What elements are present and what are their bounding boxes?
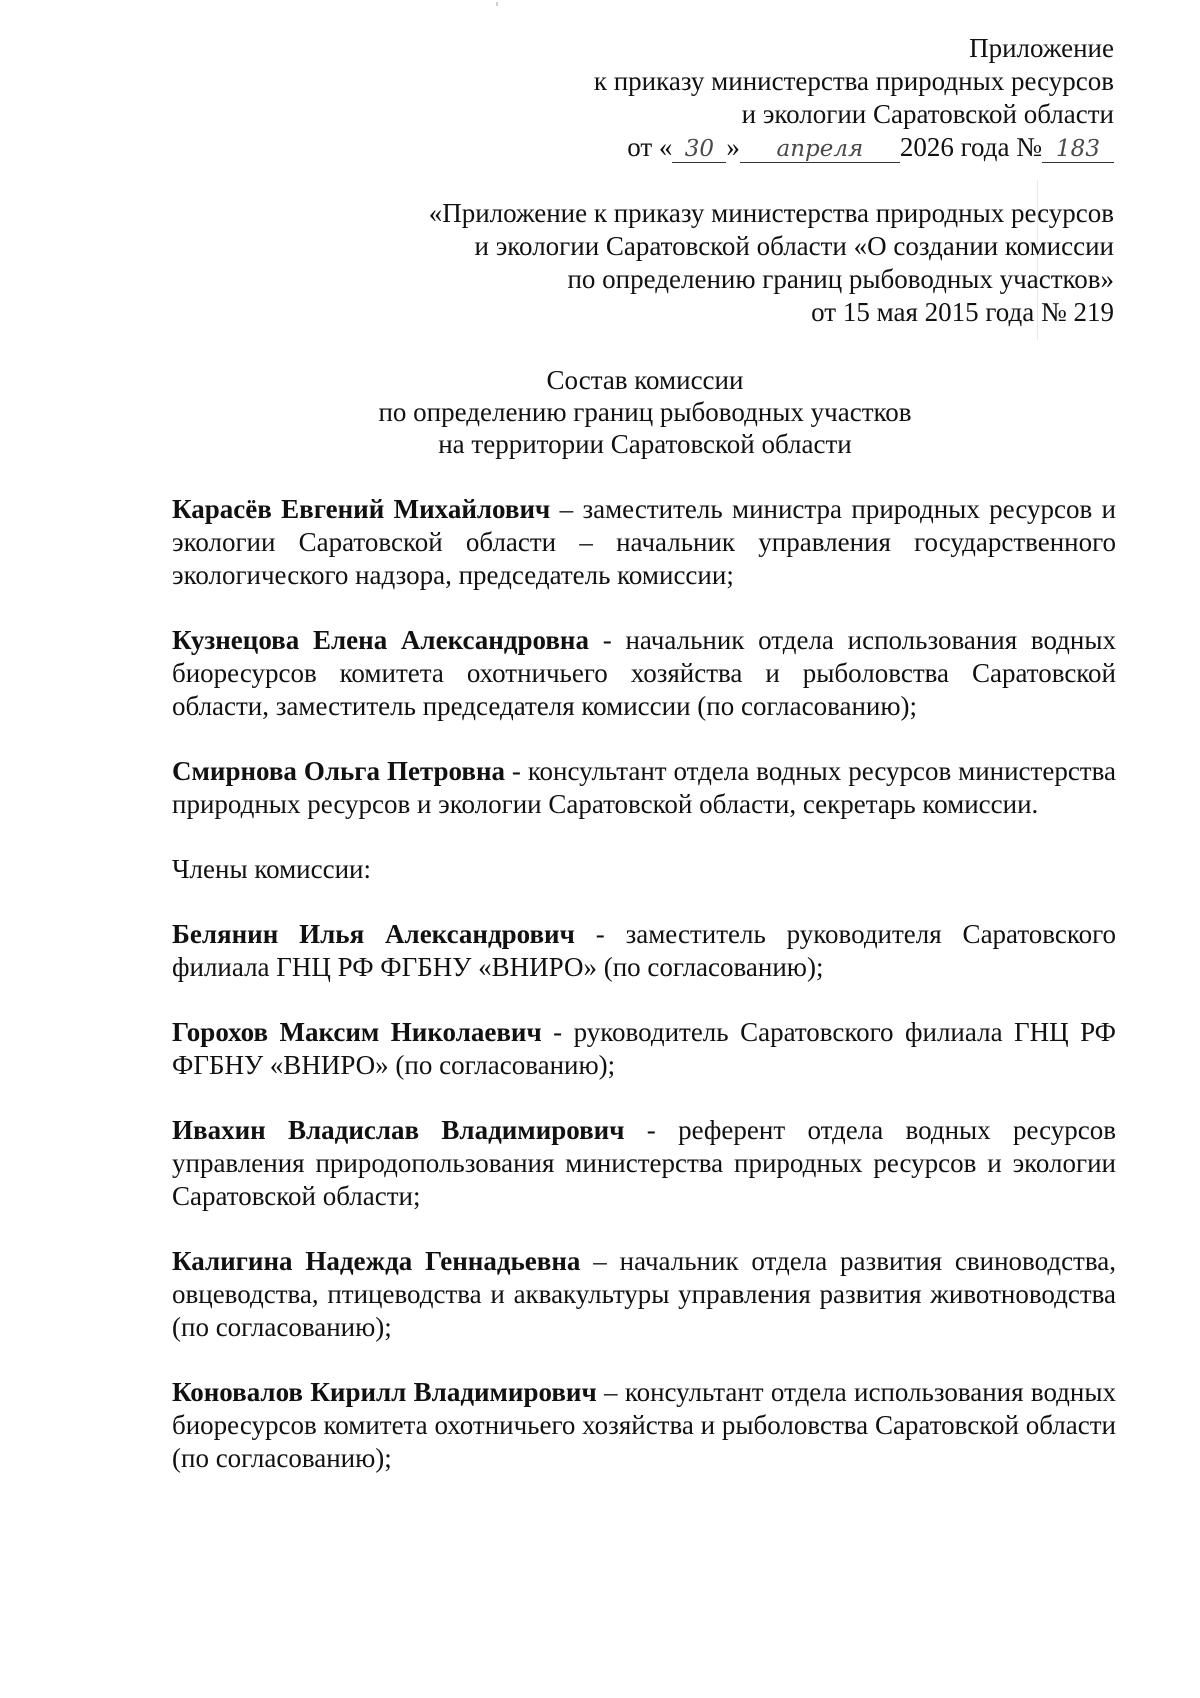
member-role: - заместитель руководителя Саратовского филиала ГНЦ РФ ФГБНУ «ВНИРО» (по согласованию);	[172, 919, 1117, 982]
member-name: Горохов Максим Николаевич	[172, 1017, 542, 1047]
member-role: - начальник отдела использования водных биоресурсов комитета охотничьего хозяйства и рыболовства Саратовской области, заместитель председателя комиссии (по согласованию);	[172, 625, 1117, 721]
title-line: на территории Саратовской области	[438, 429, 852, 459]
member-role: - руководитель Саратовского филиала ГНЦ РФ ФГБНУ «ВНИРО» (по согласованию);	[172, 1017, 1117, 1080]
title-line: Состав комиссии	[546, 365, 744, 395]
previous-order-line: и экологии Саратовской области «О создании комиссии	[474, 231, 1114, 261]
order-date-line	[594, 131, 1114, 164]
member-name: Карасёв Евгений Михайлович	[172, 494, 551, 524]
appendix-line: и экологии Саратовской области	[741, 99, 1114, 129]
previous-order-reference	[429, 197, 1114, 329]
previous-order-line: по определению границ рыбоводных участков»	[567, 264, 1114, 294]
commission-entry	[172, 1114, 1116, 1213]
commission-entry	[172, 755, 1116, 821]
members-label: Члены комиссии:	[172, 854, 371, 884]
member-name: Коновалов Кирилл Владимирович	[172, 1377, 597, 1407]
date-year-text: 2026 года №	[899, 132, 1042, 162]
member-role: – заместитель министра природных ресурсов и экологии Саратовской области – начальник управления государственного экологического надзора, председатель комиссии;	[172, 494, 1116, 590]
previous-order-line: «Приложение к приказу министерства природных ресурсов	[428, 198, 1114, 228]
date-prefix: от «	[627, 132, 673, 162]
member-role: - консультант отдела водных ресурсов министерства природных ресурсов и экологии Саратовской области, секретарь комиссии.	[172, 756, 1116, 819]
commission-entry	[172, 1245, 1116, 1344]
member-role: - референт отдела водных ресурсов управления природопользования министерства природных ресурсов и экологии Саратовской области;	[172, 1115, 1116, 1211]
previous-order-line: от 15 мая 2015 года № 219	[811, 297, 1114, 327]
handwritten-month: апреля	[740, 134, 900, 163]
member-name: Смирнова Ольга Петровна	[172, 756, 505, 786]
date-mid: »	[726, 132, 740, 162]
appendix-line: к приказу министерства природных ресурсов	[593, 66, 1114, 96]
handwritten-day: 30	[672, 134, 726, 163]
scan-speck	[496, 2, 498, 6]
member-name: Кузнецова Елена Александровна	[172, 625, 589, 655]
commission-entry	[172, 1376, 1116, 1475]
commission-entry	[172, 624, 1116, 723]
title-line: по определению границ рыбоводных участков	[378, 397, 912, 427]
commission-entry	[172, 1016, 1116, 1082]
member-name: Белянин Илья Александрович	[172, 919, 575, 949]
appendix-line: Приложение	[969, 33, 1114, 63]
document-title	[0, 364, 1200, 460]
commission-list	[172, 493, 1116, 1507]
member-name: Ивахин Владислав Владимирович	[172, 1115, 625, 1145]
handwritten-order-number: 183	[1042, 134, 1114, 163]
member-name: Калигина Надежда Геннадьевна	[172, 1246, 581, 1276]
member-role: – консультант отдела использования водных биоресурсов комитета охотничьего хозяйства и рыболовства Саратовской области (по согласованию);	[172, 1377, 1116, 1473]
commission-entry	[172, 918, 1116, 984]
commission-entry	[172, 493, 1116, 592]
member-role: – начальник отдела развития свиноводства, овцеводства, птицеводства и аквакультуры управления развития животноводства (по согласованию);	[172, 1246, 1116, 1342]
appendix-header	[594, 32, 1114, 164]
